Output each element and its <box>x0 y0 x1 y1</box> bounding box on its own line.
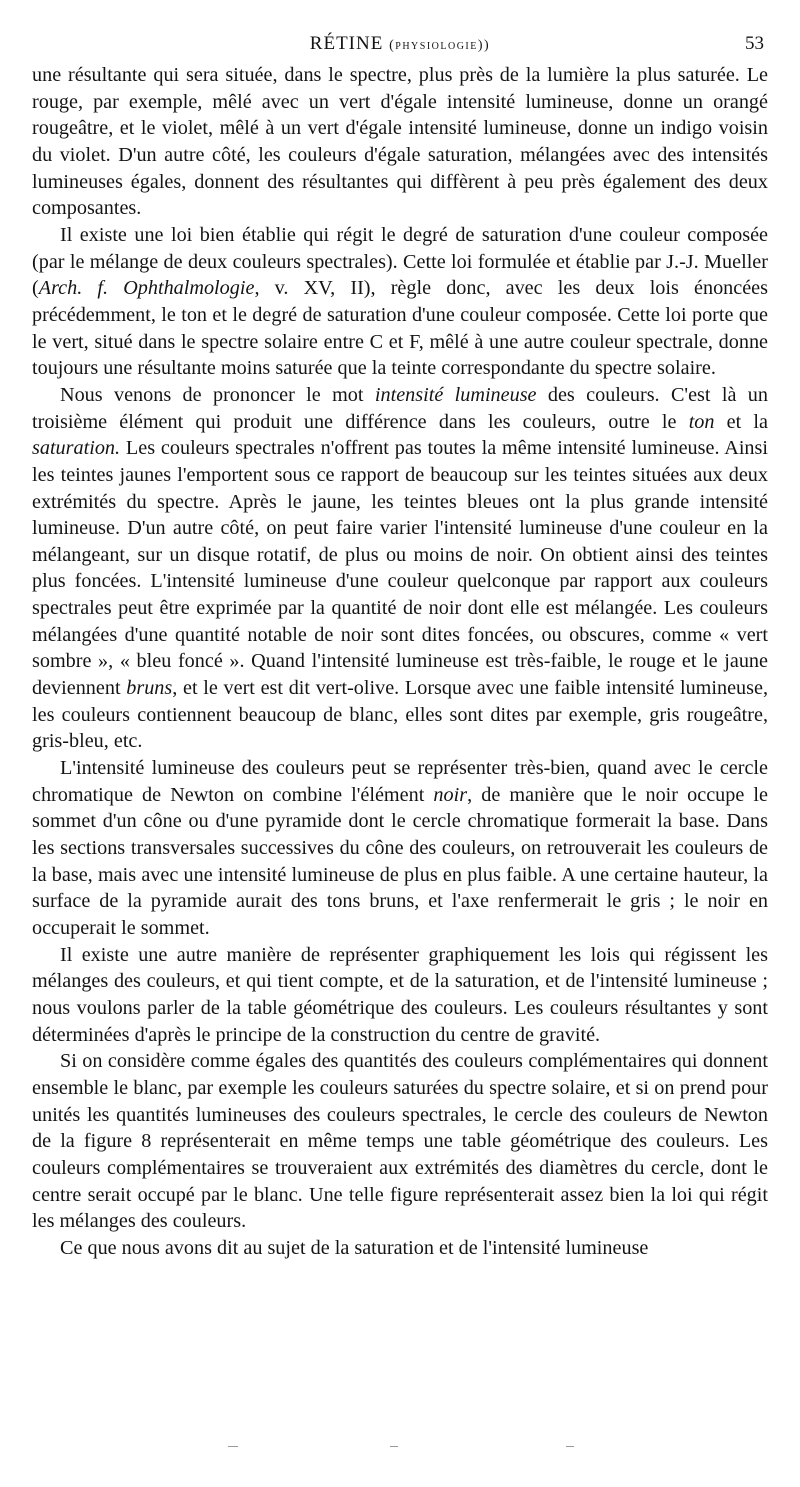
text-run: une résultante qui sera située, dans le spectre, plus près de la lumière la plus saturée. Le rouge, par exemple, mêlé avec un vert d'égale intensité lumineuse, donne un orangé rougeâtre, et le violet, mêlé à un vert d'égale intensité lumineuse, donne un indigo voisin du violet. D'un autre côté, les couleurs d'égale saturation, mélangées avec des intensités lumineuses égales, donnent des résultantes qui diffèrent à peu près également des deux composantes. <box>32 64 768 220</box>
italic-run: intensité lumineuse <box>374 383 537 406</box>
bleed-through-mark <box>228 1446 238 1447</box>
italic-run: bruns <box>126 677 173 700</box>
text-run: Si on considère comme égales des quantités des couleurs complémentaires qui donnent ensemble le blanc, par exemple les couleurs saturées du spectre solaire, et si on prend pour unités les quantités lumineuses des couleurs spectrales, le cercle des couleurs de Newton de la figure 8 représenterait en même temps une table géométrique des couleurs. Les couleurs complémentaires se trouveraient aux extrémités des diamètres du cercle, dont le centre serait occupé par le blanc. Une telle figure représenterait assez bien la loi qui régit les mélanges des couleurs. <box>32 1050 768 1233</box>
running-title-main: RÉTINE <box>309 33 384 54</box>
bleed-through-mark <box>566 1446 574 1447</box>
paragraph <box>32 1048 768 1235</box>
paragraph <box>32 62 768 222</box>
body-text <box>32 62 768 1262</box>
paragraph <box>32 755 768 942</box>
text-run: Ce que nous avons dit au sujet de la saturation et de l'intensité lumineuse <box>60 1236 649 1259</box>
text-run: , et le vert est dit vert-olive. Lorsque avec une faible intensité lumineuse, les couleurs contiennent beaucoup de blanc, elles sont dites par exemple, gris rougeâtre, gris-bleu, etc. <box>32 677 768 753</box>
text-run: des couleurs. C'est là un troisième élément qui produit une différence dans les couleurs, outre le <box>32 383 768 433</box>
running-title <box>32 30 768 60</box>
text-run: Il existe une autre manière de représenter graphiquement les lois qui régissent les mélanges des couleurs, et qui tient compte, et de la saturation, et de l'intensité lumineuse ; nous voulons parler de la table géométrique des couleurs. Les couleurs résultantes y sont déterminées d'après le principe de la construction du centre de gravité. <box>32 943 768 1046</box>
text-run: , v. XV, II), règle donc, avec les deux lois énoncées précédemment, le ton et le degré de saturation d'une couleur composée. Cette loi porte que le vert, situé dans le spectre solaire entre C et F, mêlé à une autre couleur spectrale, donne toujours une résultante moins saturée que la teinte correspondante du spectre solaire. <box>32 277 768 380</box>
running-title-subtitle: (physiologie)) <box>389 38 491 53</box>
text-run: Il existe une loi bien établie qui régit le degré de saturation d'une couleur composée (par le mélange de deux couleurs spectrales). Cette loi formulée et établie par J.-J. Mueller ( <box>32 223 768 300</box>
page-number: 53 <box>745 33 764 54</box>
italic-run: ton <box>688 410 715 433</box>
text-run: et la <box>714 410 768 433</box>
running-header <box>32 30 768 58</box>
bleed-through-mark <box>390 1446 398 1447</box>
book-page <box>32 30 768 1262</box>
italic-run: noir <box>433 783 468 806</box>
paragraph <box>32 222 768 382</box>
text-run: L'intensité lumineuse des couleurs peut se représenter très-bien, quand avec le cercle chromatique de Newton on combine l'élément <box>32 757 768 806</box>
italic-run: saturation. <box>32 437 121 460</box>
paragraph <box>32 1235 768 1262</box>
paragraph <box>32 382 768 755</box>
text-run: Nous venons de prononcer le mot <box>60 383 375 406</box>
italic-run: Arch. f. Ophthalmologie <box>38 277 255 300</box>
text-run: , de manière que le noir occupe le sommet d'un cône ou d'une pyramide dont le cercle chromatique formerait la base. Dans les sections transversales successives du cône des couleurs, on retrouverait les couleurs de la base, mais avec une intensité lumineuse de plus en plus faible. A une certaine hauteur, la surface de la pyramide aurait des tons bruns, et l'axe renfermerait le gris ; le noir en occuperait le sommet. <box>32 783 768 939</box>
paragraph <box>32 942 768 1049</box>
text-run: Les couleurs spectrales n'offrent pas toutes la même intensité lumineuse. Ainsi les teintes jaunes l'emportent sous ce rapport de beaucoup sur les teintes situées aux deux extrémités du spectre. Après le jaune, les teintes bleues ont la plus grande intensité lumineuse. D'un autre côté, on peut faire varier l'intensité lumineuse d'une couleur en la mélangeant, sur un disque rotatif, de plus ou moins de noir. On obtient ainsi des teintes plus foncées. L'intensité lumineuse d'une couleur quelconque par rapport aux couleurs spectrales peut être exprimée par la quantité de noir dont elle est mélangée. Les couleurs mélangées d'une quantité notable de noir sont dites foncées, ou obscures, comme « vert sombre », « bleu foncé ». Quand l'intensité lumineuse est très-faible, le rouge et le jaune deviennent <box>32 437 768 700</box>
